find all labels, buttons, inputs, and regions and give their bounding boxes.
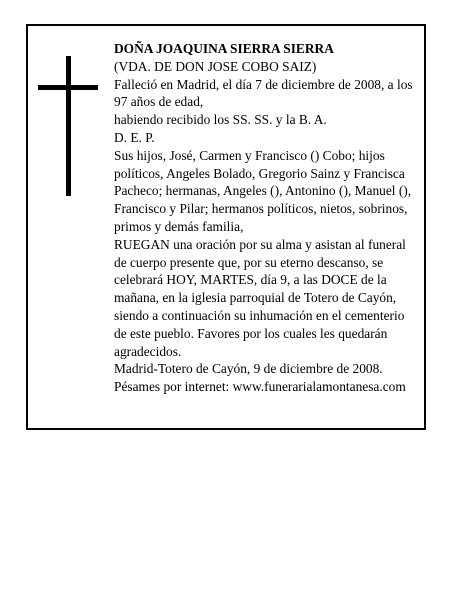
request-line-7: agradecidos. [114,343,182,359]
request-line-4: mañana, en la iglesia parroquial de Totero de Cayón, [114,290,397,306]
obituary-text [114,40,424,396]
family-line-2: políticos, Angeles Bolado, Gregorio Sainz y Francisca [114,165,405,181]
request-line-2: de cuerpo presente que, por su eterno descanso, se [114,254,384,270]
cross-icon-vertical [66,56,71,196]
place-date-line: Madrid-Totero de Cayón, 9 de diciembre de 2008. [114,361,383,377]
condolences-line: Pésames por internet: www.funerarialamontanesa.com [114,379,406,395]
family-line-5: primos y demás familia, [114,218,244,234]
widow-of-line: (VDA. DE DON JOSE COBO SAIZ) [114,58,317,74]
request-line-5: siendo a continuación su inhumación en el cementerio [114,307,405,323]
family-line-1: Sus hijos, José, Carmen y Francisco () Cobo; hijos [114,147,385,163]
deceased-name: DOÑA JOAQUINA SIERRA SIERRA [114,41,334,56]
request-line-1: RUEGAN una oración por su alma y asistan al funeral [114,236,406,252]
rip-line: D. E. P. [114,129,155,145]
cross-icon-horizontal [38,85,98,90]
family-line-4: Francisco y Pilar; hermanos políticos, nietos, sobrinos, [114,201,408,217]
death-line-2: 97 años de edad, [114,94,204,110]
request-line-3: celebrará HOY, MARTES, día 9, a las DOCE de la [114,272,387,288]
request-line-6: de este pueblo. Favores por los cuales les quedarán [114,325,388,341]
death-line-1: Falleció en Madrid, el día 7 de diciembre de 2008, a los [114,76,413,92]
family-line-3: Pacheco; hermanas, Angeles (), Antonino (), Manuel (), [114,183,412,199]
sacraments-line: habiendo recibido los SS. SS. y la B. A. [114,112,327,128]
